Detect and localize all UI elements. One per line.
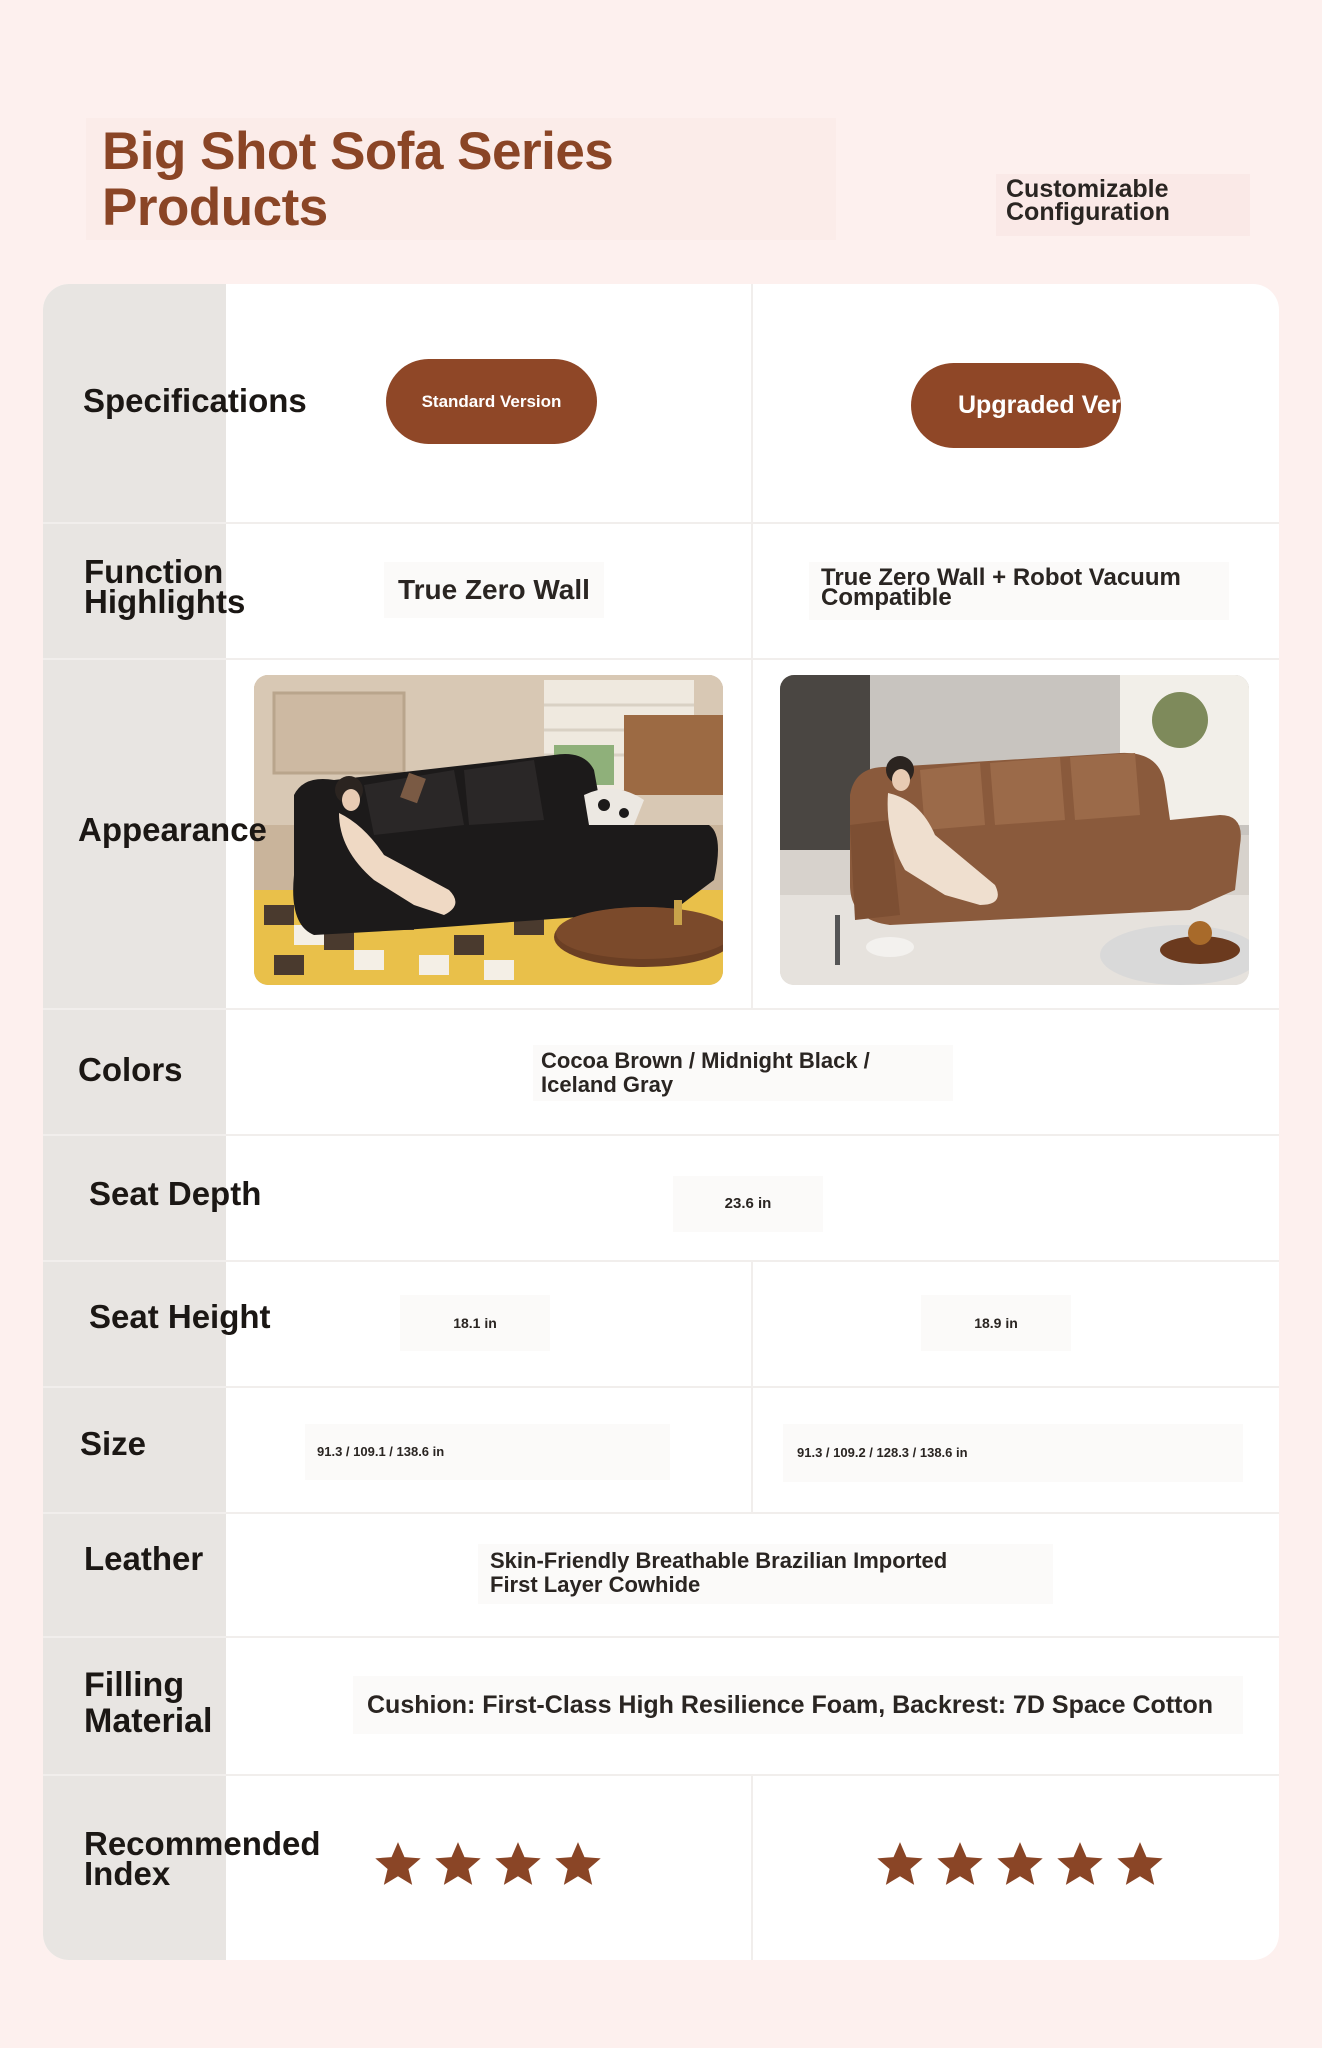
- star-icon: [373, 1839, 423, 1889]
- standard-sofa-image: [254, 675, 723, 985]
- page-title-box: [86, 118, 836, 240]
- row-leather: [43, 1514, 1279, 1638]
- star-icon: [935, 1839, 985, 1889]
- standard-sofa-illustration: [254, 675, 723, 985]
- label-recommended-index: [84, 1825, 321, 1892]
- star-icon: [1115, 1839, 1165, 1889]
- label-seat-height: Seat Height: [89, 1298, 271, 1335]
- column-divider: [751, 284, 753, 522]
- label-leather: Leather: [84, 1540, 204, 1577]
- label-function-line2: Highlights: [84, 583, 246, 620]
- comparison-table: [43, 284, 1279, 1960]
- label-recommended-line2: Index: [84, 1855, 171, 1892]
- standard-rating-stars: [373, 1839, 603, 1889]
- page-title-line2: Products: [102, 178, 328, 237]
- function-upgraded-line1: True Zero Wall + Robot Vacuum: [821, 564, 1181, 591]
- function-upgraded-value: [809, 562, 1229, 620]
- label-function-line1: Function: [84, 553, 224, 590]
- size-upgraded-value: 91.3 / 109.2 / 128.3 / 138.6 in: [783, 1424, 1243, 1482]
- upgraded-version-button[interactable]: Upgraded Version: [911, 363, 1121, 448]
- filling-value: Cushion: First-Class High Resilience Foam, Backrest: 7D Space Cotton: [353, 1676, 1243, 1734]
- leather-value-line2: First Layer Cowhide: [490, 1572, 701, 1597]
- star-icon: [995, 1839, 1045, 1889]
- label-filling-line1: Filling: [84, 1666, 185, 1704]
- page-title-line1: Big Shot Sofa Series: [102, 122, 614, 181]
- upgraded-sofa-illustration: [780, 675, 1249, 985]
- row-seat-height: [43, 1262, 1279, 1388]
- star-icon: [553, 1839, 603, 1889]
- colors-value: [533, 1045, 953, 1101]
- star-icon: [1055, 1839, 1105, 1889]
- badge-line1: Customizable: [1006, 175, 1169, 203]
- leather-value-line1: Skin-Friendly Breathable Brazilian Imported: [490, 1548, 948, 1573]
- row-specifications: [43, 284, 1279, 524]
- colors-value-line1: Cocoa Brown / Midnight Black /: [541, 1048, 870, 1073]
- label-recommended-line1: Recommended: [84, 1825, 321, 1862]
- leather-value: [478, 1544, 1053, 1604]
- column-divider: [751, 524, 753, 658]
- seat-height-upgraded-value: 18.9 in: [921, 1295, 1071, 1351]
- column-divider: [751, 1262, 753, 1386]
- colors-value-line2: Iceland Gray: [541, 1072, 674, 1097]
- row-filling-material: [43, 1638, 1279, 1776]
- function-upgraded-line2: Compatible: [821, 584, 952, 611]
- badge-line2: Configuration: [1006, 198, 1170, 226]
- label-seat-depth: Seat Depth: [89, 1175, 262, 1212]
- upgraded-rating-stars: [875, 1839, 1165, 1889]
- label-appearance: Appearance: [78, 811, 267, 848]
- label-colors: Colors: [78, 1051, 183, 1088]
- star-icon: [433, 1839, 483, 1889]
- row-colors: [43, 1010, 1279, 1136]
- seat-height-standard-value: 18.1 in: [400, 1295, 550, 1351]
- upgraded-sofa-image: [780, 675, 1249, 985]
- label-filling-line2: Material: [84, 1702, 213, 1740]
- column-divider: [751, 1388, 753, 1512]
- row-function-highlights: [43, 524, 1279, 660]
- label-function-highlights: [84, 553, 246, 620]
- label-size: Size: [80, 1425, 147, 1462]
- star-icon: [493, 1839, 543, 1889]
- column-divider: [751, 660, 753, 1008]
- row-size: [43, 1388, 1279, 1514]
- star-icon: [875, 1839, 925, 1889]
- seat-depth-value: 23.6 in: [673, 1176, 823, 1232]
- label-filling-material: [84, 1667, 213, 1739]
- label-specifications: Specifications: [83, 382, 307, 419]
- function-standard-value: True Zero Wall: [384, 562, 604, 618]
- customizable-badge: [996, 174, 1250, 236]
- standard-version-button[interactable]: Standard Version: [386, 359, 597, 444]
- size-standard-value: 91.3 / 109.1 / 138.6 in: [305, 1424, 670, 1480]
- column-divider: [751, 1776, 753, 1960]
- row-seat-depth: [43, 1136, 1279, 1262]
- row-recommended-index: [43, 1776, 1279, 1960]
